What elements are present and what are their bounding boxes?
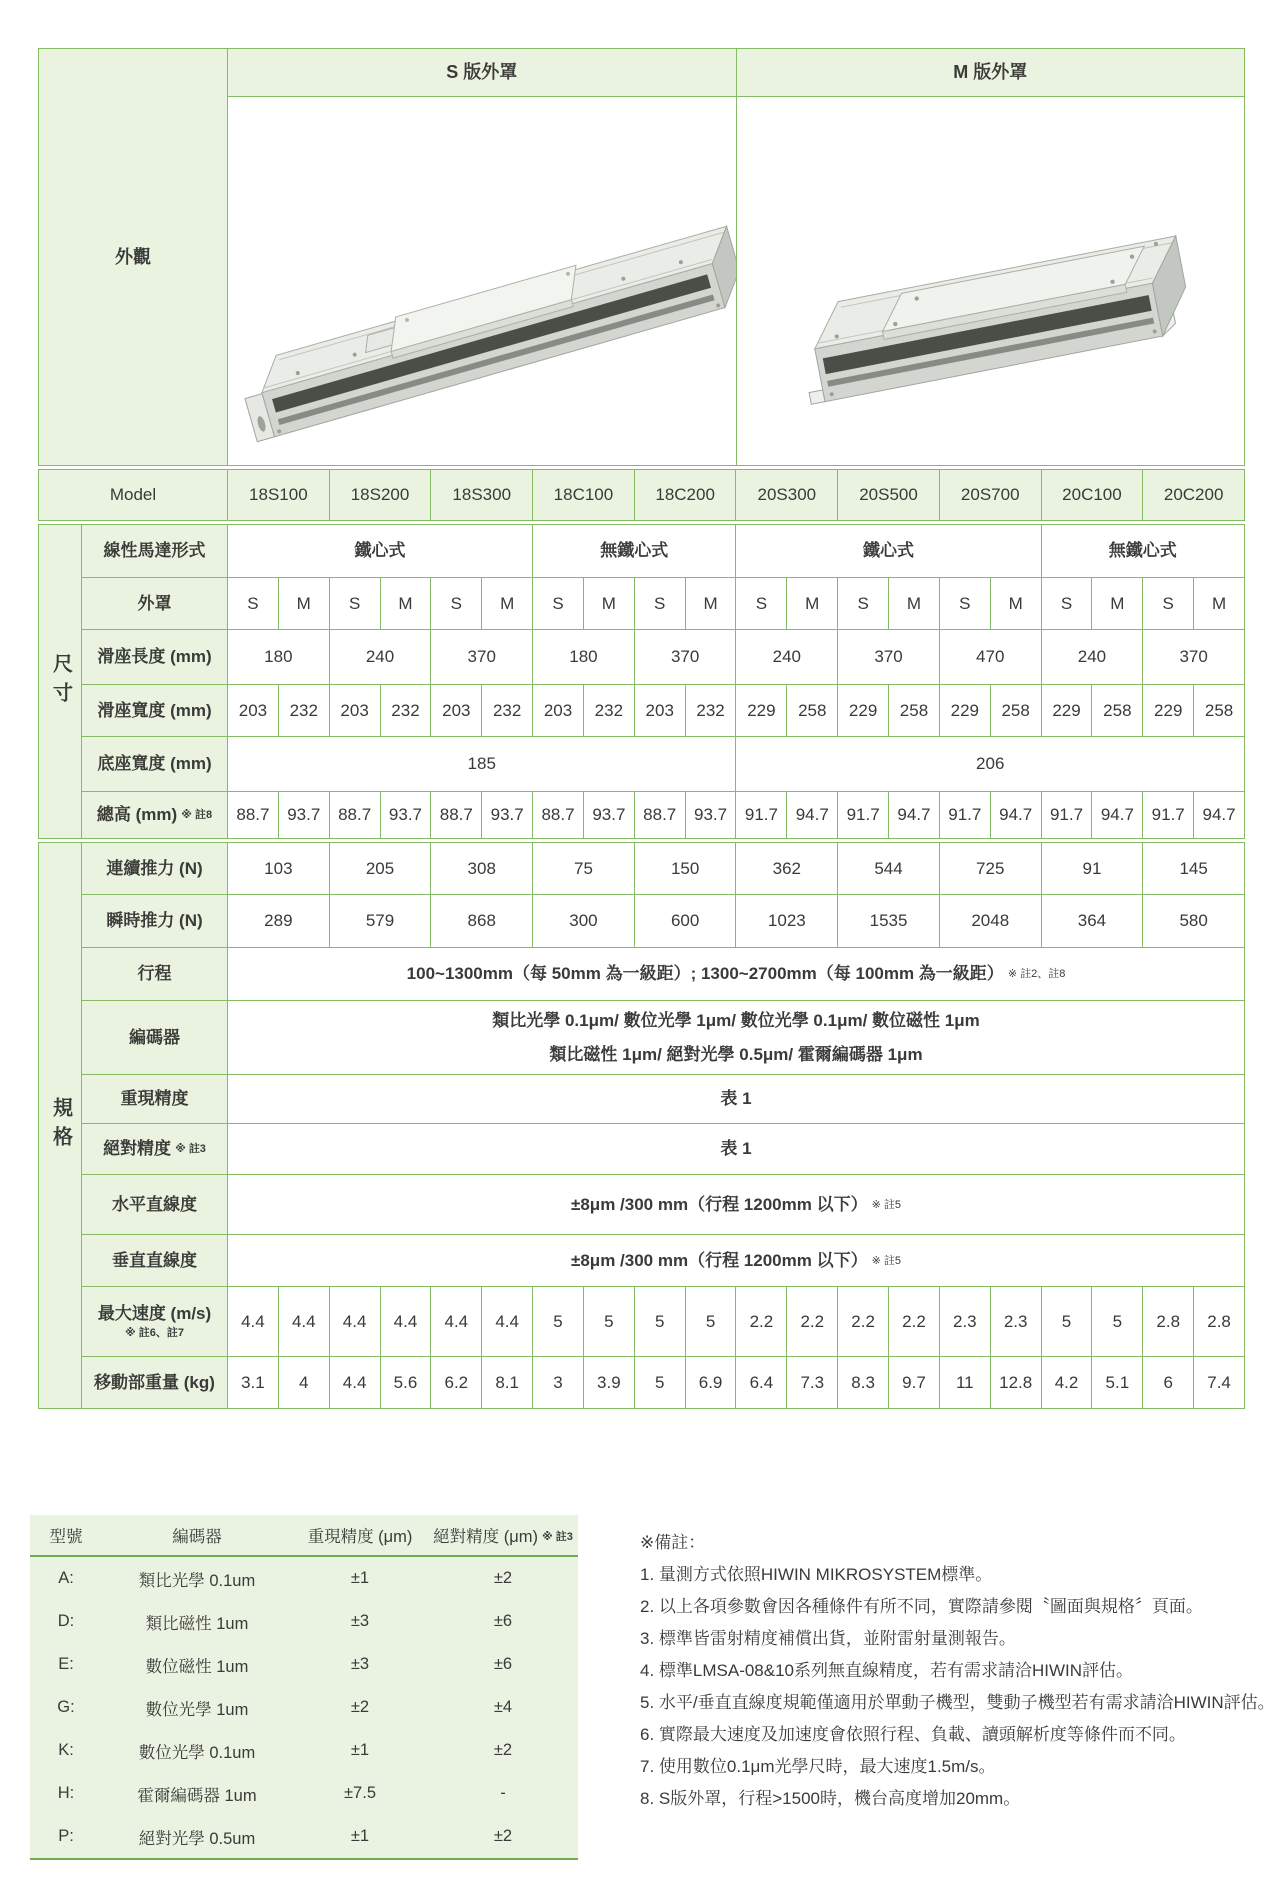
encoder-table-header: 型號 [30, 1515, 102, 1557]
table-cell: 93.7 [584, 792, 634, 838]
table-cell: 289 [228, 895, 329, 947]
encoder-table-cell: G: [57, 1698, 75, 1716]
table-cell: M [686, 578, 736, 629]
note-item: 4. 標準LMSA-08&10系列無直線精度，若有需求請洽HIWIN評估。 [640, 1661, 1134, 1680]
row-label: 連續推力 (N) [82, 843, 227, 894]
table-cell: M [1194, 578, 1244, 629]
appearance-label: 外觀 [39, 49, 227, 465]
table-cell: 鐵心式 [228, 525, 532, 577]
table-cell: 5 [1042, 1287, 1092, 1356]
notes-title: ※備註： [640, 1533, 706, 1552]
table-cell: 1535 [838, 895, 939, 947]
table-cell: M [787, 578, 837, 629]
table-cell: 3.9 [584, 1357, 634, 1408]
table-cell: M [279, 578, 329, 629]
table-cell: S [431, 578, 481, 629]
encoder-table-cell: ±1 [350, 1569, 370, 1587]
table-cell: 91 [1042, 843, 1143, 894]
note-item: 2. 以上各項參數會因各種條件有所不同，實際請參閱〝圖面與規格〞頁面。 [640, 1597, 1203, 1616]
model-row-label: Model [39, 470, 227, 520]
table-cell: 232 [482, 685, 532, 736]
table-cell: 258 [1194, 685, 1244, 736]
table-cell: 91.7 [736, 792, 786, 838]
table-cell: 8.3 [838, 1357, 888, 1408]
table-cell: 229 [1042, 685, 1092, 736]
table-cell: 93.7 [381, 792, 431, 838]
encoder-table-cell: ±1 [350, 1741, 370, 1759]
table-cell: 180 [533, 630, 634, 684]
table-cell: 5.6 [381, 1357, 431, 1408]
table-cell: M [482, 578, 532, 629]
table-cell: M [1092, 578, 1142, 629]
table-cell: 868 [431, 895, 532, 947]
table-cell: 94.7 [787, 792, 837, 838]
m-version-stage-image [737, 97, 1245, 465]
model-cell: 18S300 [431, 470, 532, 520]
m-cover-image-cell [737, 97, 1245, 465]
row-label: 滑座寬度 (mm) [82, 685, 227, 736]
encoder-table-cell: ±2 [493, 1827, 513, 1845]
model-cell: 20C100 [1042, 470, 1143, 520]
table-cell: 91.7 [1143, 792, 1193, 838]
table-cell: S [1042, 578, 1092, 629]
note-item: 1. 量測方式依照HIWIN MIKROSYSTEM標準。 [640, 1565, 993, 1584]
table-cell: 5 [686, 1287, 736, 1356]
table-cell: M [584, 578, 634, 629]
table-cell: 6.9 [686, 1357, 736, 1408]
encoder-table-cell: ±1 [350, 1827, 370, 1845]
table-cell: 4.4 [279, 1287, 329, 1356]
table-cell: 94.7 [1092, 792, 1142, 838]
table-cell: 88.7 [228, 792, 278, 838]
table-cell: 94.7 [1194, 792, 1244, 838]
table-cell: 203 [431, 685, 481, 736]
appearance-section [38, 48, 1245, 466]
encoder-table-cell: ±2 [493, 1569, 513, 1587]
table-cell: M [991, 578, 1041, 629]
model-cell: 18S100 [228, 470, 329, 520]
table-cell: 240 [736, 630, 837, 684]
table-cell: 232 [584, 685, 634, 736]
row-label: 行程 [82, 948, 227, 1000]
row-label: 重現精度 [82, 1075, 227, 1123]
table-cell: 308 [431, 843, 532, 894]
table-cell: 4.2 [1042, 1357, 1092, 1408]
table-cell: 5.1 [1092, 1357, 1142, 1408]
table-cell: 240 [330, 630, 431, 684]
table-cell: 370 [431, 630, 532, 684]
row-label: 移動部重量 (kg) [82, 1357, 227, 1408]
table-cell: 91.7 [940, 792, 990, 838]
table-cell: 93.7 [279, 792, 329, 838]
note-item: 8. S版外罩，行程>1500時，機台高度增加20mm。 [640, 1789, 1021, 1808]
table-cell: S [736, 578, 786, 629]
table-cell: 91.7 [1042, 792, 1092, 838]
section-group-label: 規格 [39, 843, 81, 1408]
table-cell: 無鐵心式 [1042, 525, 1244, 577]
table-cell: 4.4 [330, 1287, 380, 1356]
table-cell: 9.7 [889, 1357, 939, 1408]
table-cell: 表 1 [228, 1124, 1244, 1174]
table-cell: 300 [533, 895, 634, 947]
row-label: 最大速度 (m/s) ※ 註6、註7 [82, 1287, 227, 1356]
encoder-table-cell: 數位光學 0.1um [138, 1743, 256, 1762]
s-version-stage-image [228, 97, 736, 465]
table-cell: 150 [635, 843, 736, 894]
table-cell: 180 [228, 630, 329, 684]
table-cell: 91.7 [838, 792, 888, 838]
table-cell: 88.7 [330, 792, 380, 838]
table-cell: 232 [279, 685, 329, 736]
note-item: 7. 使用數位0.1μm光學尺時，最大速度1.5m/s。 [640, 1757, 996, 1776]
bottom-area [30, 1515, 1283, 1860]
model-cell: 18C200 [635, 470, 736, 520]
model-cell: 20S500 [838, 470, 939, 520]
table-cell: M [889, 578, 939, 629]
encoder-table-cell: 數位光學 1um [145, 1700, 249, 1719]
table-cell: 2048 [940, 895, 1041, 947]
row-label: 總高 (mm) ※ 註8 [82, 792, 227, 838]
table-cell: 8.1 [482, 1357, 532, 1408]
table-cell: 93.7 [482, 792, 532, 838]
table-cell: 370 [1143, 630, 1244, 684]
table-cell: 364 [1042, 895, 1143, 947]
section-group-label: 尺寸 [39, 525, 81, 838]
encoder-table-header: 編碼器 [102, 1515, 292, 1557]
table-cell: 6.2 [431, 1357, 481, 1408]
row-label: 滑座長度 (mm) [82, 630, 227, 684]
model-cell: 18C100 [533, 470, 634, 520]
table-cell: 100~1300mm（每 50mm 為一級距）; 1300~2700mm（每 100mm 為一級距） ※ 註2、註8 [228, 948, 1244, 1000]
table-cell: 6 [1143, 1357, 1193, 1408]
table-cell: 4.4 [431, 1287, 481, 1356]
table-cell: 2.8 [1194, 1287, 1244, 1356]
table-cell: 2.2 [889, 1287, 939, 1356]
table-cell: 229 [1143, 685, 1193, 736]
s-cover-image-cell [228, 97, 736, 465]
table-cell: 145 [1143, 843, 1244, 894]
encoder-table-cell: 類比磁性 1um [145, 1614, 249, 1633]
encoder-table-cell: K: [58, 1741, 74, 1759]
encoder-table-cell: ±6 [493, 1655, 513, 1673]
model-cell: 18S200 [330, 470, 431, 520]
table-cell: M [381, 578, 431, 629]
s-cover-header: S 版外罩 [228, 49, 736, 96]
encoder-table-cell: ±2 [493, 1741, 513, 1759]
encoder-table-cell: P: [58, 1827, 74, 1845]
table-cell: 2.8 [1143, 1287, 1193, 1356]
table-cell: 5 [584, 1287, 634, 1356]
table-cell: 229 [736, 685, 786, 736]
encoder-table-cell: - [500, 1784, 506, 1802]
table-cell: 185 [228, 737, 735, 791]
encoder-table-cell: H: [57, 1784, 75, 1802]
table-cell: 232 [381, 685, 431, 736]
encoder-table-header: 絕對精度 (μm) ※ 註3 [428, 1515, 578, 1557]
specs-section [38, 842, 1245, 1409]
table-cell: 205 [330, 843, 431, 894]
encoder-table-cell: ±3 [350, 1612, 370, 1630]
table-cell: 7.3 [787, 1357, 837, 1408]
table-cell: 258 [889, 685, 939, 736]
row-label: 底座寬度 (mm) [82, 737, 227, 791]
table-cell: 93.7 [686, 792, 736, 838]
row-label: 瞬時推力 (N) [82, 895, 227, 947]
table-cell: 4.4 [330, 1357, 380, 1408]
table-cell: 75 [533, 843, 634, 894]
model-row-section [38, 469, 1245, 521]
table-cell: 470 [940, 630, 1041, 684]
table-cell: 258 [1092, 685, 1142, 736]
table-cell: 232 [686, 685, 736, 736]
table-cell: 1023 [736, 895, 837, 947]
table-cell: 258 [787, 685, 837, 736]
table-cell: 2.3 [940, 1287, 990, 1356]
table-cell: 鐵心式 [736, 525, 1040, 577]
encoder-accuracy-table [30, 1515, 578, 1860]
table-cell: 11 [940, 1357, 990, 1408]
table-cell: 5 [635, 1287, 685, 1356]
table-cell: 103 [228, 843, 329, 894]
table-cell: 88.7 [431, 792, 481, 838]
note-item: 6. 實際最大速度及加速度會依照行程、負載、讀頭解析度等條件而不同。 [640, 1725, 1186, 1744]
encoder-table-cell: ±4 [493, 1698, 513, 1716]
table-cell: 3.1 [228, 1357, 278, 1408]
table-cell: 12.8 [991, 1357, 1041, 1408]
row-label: 線性馬達形式 [82, 525, 227, 577]
encoder-table-cell: E: [58, 1655, 74, 1673]
table-cell: 229 [838, 685, 888, 736]
table-cell: S [330, 578, 380, 629]
table-cell: 544 [838, 843, 939, 894]
table-cell: 5 [635, 1357, 685, 1408]
table-cell: 94.7 [991, 792, 1041, 838]
table-cell: 94.7 [889, 792, 939, 838]
table-cell: 580 [1143, 895, 1244, 947]
notes-list [640, 1559, 1283, 1815]
encoder-table-cell: A: [58, 1569, 74, 1587]
table-cell: 88.7 [635, 792, 685, 838]
table-cell: 3 [533, 1357, 583, 1408]
encoder-table-cell: ±2 [350, 1698, 370, 1716]
encoder-table-cell: 絕對光學 0.5um [138, 1829, 256, 1848]
encoder-table-cell: ±6 [493, 1612, 513, 1630]
table-cell: 4.4 [228, 1287, 278, 1356]
encoder-table-cell: 霍爾編碼器 1um [137, 1786, 257, 1805]
m-cover-header: M 版外罩 [737, 49, 1245, 96]
table-cell: 362 [736, 843, 837, 894]
row-label: 垂直直線度 [82, 1235, 227, 1286]
row-label: 水平直線度 [82, 1175, 227, 1234]
table-cell: S [228, 578, 278, 629]
table-cell: 2.2 [787, 1287, 837, 1356]
table-cell: 229 [940, 685, 990, 736]
table-cell: 579 [330, 895, 431, 947]
table-cell: 2.2 [838, 1287, 888, 1356]
table-cell: 5 [533, 1287, 583, 1356]
table-cell: ±8μm /300 mm（行程 1200mm 以下） ※ 註5 [228, 1175, 1244, 1234]
row-label: 外罩 [82, 578, 227, 629]
table-cell: 370 [838, 630, 939, 684]
table-cell: S [533, 578, 583, 629]
table-cell: 258 [991, 685, 1041, 736]
table-cell: S [940, 578, 990, 629]
table-cell: 725 [940, 843, 1041, 894]
encoder-table-cell: 類比光學 0.1um [138, 1571, 256, 1590]
note-item: 3. 標準皆雷射精度補償出貨，並附雷射量測報告。 [640, 1629, 1016, 1648]
table-cell: 370 [635, 630, 736, 684]
notes-block [640, 1515, 1283, 1860]
model-cell: 20C200 [1143, 470, 1244, 520]
table-cell: 表 1 [228, 1075, 1244, 1123]
encoder-table-cell: ±3 [350, 1655, 370, 1673]
table-cell: 7.4 [1194, 1357, 1244, 1408]
table-cell: 206 [736, 737, 1244, 791]
table-cell: 類比光學 0.1μm/ 數位光學 1μm/ 數位光學 0.1μm/ 數位磁性 1μm 類比磁性 1μm/ 絕對光學 0.5μm/ 霍爾編碼器 1μm [228, 1001, 1244, 1074]
table-cell: 88.7 [533, 792, 583, 838]
table-cell: S [838, 578, 888, 629]
table-cell: S [1143, 578, 1193, 629]
note-item: 5. 水平/垂直直線度規範僅適用於單動子機型，雙動子機型若有需求請洽HIWIN評估。 [640, 1693, 1275, 1712]
table-cell: 無鐵心式 [533, 525, 735, 577]
table-cell: 6.4 [736, 1357, 786, 1408]
table-cell: 203 [533, 685, 583, 736]
table-cell: 2.2 [736, 1287, 786, 1356]
table-cell: 203 [228, 685, 278, 736]
table-cell: 4 [279, 1357, 329, 1408]
table-cell: 2.3 [991, 1287, 1041, 1356]
table-cell: 5 [1092, 1287, 1142, 1356]
table-cell: 203 [330, 685, 380, 736]
table-cell: 203 [635, 685, 685, 736]
encoder-table-header: 重現精度 (μm) [292, 1515, 428, 1557]
dimensions-section [38, 524, 1245, 839]
table-cell: ±8μm /300 mm（行程 1200mm 以下） ※ 註5 [228, 1235, 1244, 1286]
model-cell: 20S300 [736, 470, 837, 520]
row-label: 編碼器 [82, 1001, 227, 1074]
table-cell: S [635, 578, 685, 629]
table-cell: 600 [635, 895, 736, 947]
table-cell: 4.4 [381, 1287, 431, 1356]
encoder-table-cell: D: [57, 1612, 75, 1630]
table-cell: 4.4 [482, 1287, 532, 1356]
table-cell: 240 [1042, 630, 1143, 684]
model-cell: 20S700 [940, 470, 1041, 520]
spec-sheet-table [38, 48, 1245, 1412]
row-label: 絕對精度 ※ 註3 [82, 1124, 227, 1174]
encoder-table-cell: 數位磁性 1um [145, 1657, 249, 1676]
encoder-table-cell: ±7.5 [344, 1784, 376, 1802]
